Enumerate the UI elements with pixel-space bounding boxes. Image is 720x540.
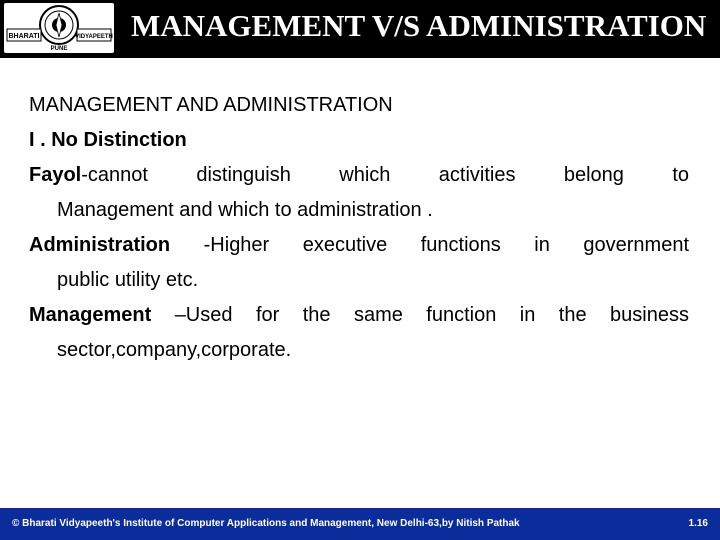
footer-bar (0, 508, 720, 540)
content-heading: MANAGEMENT AND ADMINISTRATION (29, 94, 393, 116)
definition-text-line2: Management and which to administration . (57, 199, 433, 221)
definition-item-administration (29, 228, 689, 298)
page-number: 1.16 (688, 518, 708, 529)
definition-term: Fayol (29, 164, 82, 186)
definition-text-line1: -cannot distinguish which activities belong to (81, 164, 689, 186)
definition-text-line1: –Used for the same function in the business (174, 304, 689, 326)
definition-text-line2: sector,company,corporate. (57, 339, 292, 361)
definition-term: Management (29, 304, 175, 326)
slide-content (29, 88, 689, 368)
definition-term: Administration (29, 234, 204, 256)
page-title: MANAGEMENT V/S ADMINISTRATION (131, 8, 707, 43)
definition-text-line1: -Higher executive functions in government (203, 234, 690, 256)
institute-logo (4, 3, 114, 53)
footer-copyright: © Bharati Vidyapeeth's Institute of Computer Applications and Management, New Delhi-63,by Nitish Pathak (12, 518, 520, 529)
content-subheading: I . No Distinction (29, 129, 187, 151)
definition-item-management (29, 298, 689, 368)
logo-right-text: VIDYAPEETH (75, 34, 113, 40)
logo-bottom-text: PUNE (50, 46, 68, 52)
definition-text-line2: public utility etc. (57, 269, 199, 291)
logo-left-text: BHARATI (8, 33, 40, 40)
header-bar (0, 0, 720, 58)
definition-item-fayol (29, 158, 689, 228)
